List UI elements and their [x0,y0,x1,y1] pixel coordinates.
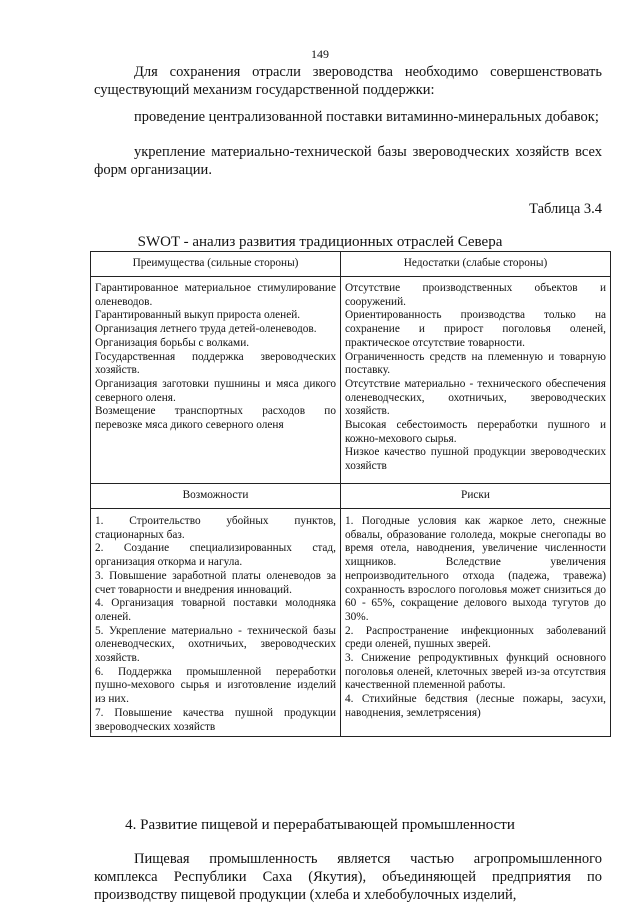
swot-row-strengths-weaknesses [91,277,611,484]
weakness-item: Ограниченность средств на племенную и товарную поставку. [345,350,606,377]
weakness-item: Отсутствие материально - технического обеспечения оленеводческих, охотничьих, звероводческих хозяйств. [345,377,606,418]
opportunities-header: Возможности [91,484,341,509]
weakness-item: Высокая себестоимость переработки пушного и кожно-мехового сырья. [345,419,606,445]
weakness-item: Низкое качество пушной продукции звероводческих хозяйств [345,446,606,473]
table-caption: Таблица 3.4 [529,201,602,217]
threats-cell [341,509,611,737]
opportunity-item: 5. Укрепление материально - технической базы оленеводческих, охотничьих, звероводческих хозяйств. [95,624,336,665]
threat-item: 2. Распространение инфекционных заболеваний среди оленей, пушных зверей. [345,624,606,651]
strength-item: Государственная поддержка звероводческих хозяйств. [95,350,336,377]
swot-header-row-top [91,252,611,277]
intro-paragraph-1: Для сохранения отрасли звероводства необходимо совершенствовать существующий механизм государственной поддержки: [94,64,602,98]
weakness-item: Ориентированность производства только на сохранение и прирост поголовья оленей, практическое отсутствие товарности. [345,309,606,349]
threat-item: 3. Снижение репродуктивных функций основного поголовья оленей, клеточных зверей из-за отсутствия качественной племенной работы. [345,652,606,692]
weakness-item: Отсутствие производственных объектов и сооружений. [345,282,606,308]
table-title: SWOT - анализ развития традиционных отраслей Севера [137,234,503,250]
section-heading: 4. Развитие пищевой и перерабатывающей промышленности [125,817,515,833]
opportunities-cell [91,509,341,737]
opportunity-item: 7. Повышение качества пушной продукции звероводческих хозяйств [95,706,336,733]
opportunity-item: 4. Организация товарной поставки молодняка оленей. [95,597,336,623]
weaknesses-header: Недостатки (слабые стороны) [341,252,611,277]
strength-item: Гарантированное материальное стимулирование оленеводов. [95,282,336,308]
swot-row-opportunities-threats [91,509,611,737]
strength-item: Возмещение транспортных расходов по перевозке мяса дикого северного оленя [95,405,336,432]
opportunity-item: 3. Повышение заработной платы оленеводов за счет товарности и внедрения инноваций. [95,569,336,596]
threats-header: Риски [341,484,611,509]
closing-paragraph: Пищевая промышленность является частью агропромышленного комплекса Республики Саха (Якутия), объединяющей предприятия по производству пищевой продукции (хлеба и хлебобулочных изделий, [94,851,602,903]
strengths-cell [91,277,341,484]
strengths-header: Преимущества (сильные стороны) [91,252,341,277]
strength-item: Организация заготовки пушнины и мяса дикого северного оленя. [95,377,336,404]
opportunity-item: 6. Поддержка промышленной переработки пушно-мехового сырья и изготовление изделий из них. [95,665,336,706]
strength-item: Организация летнего труда детей-оленеводов. [95,323,317,336]
page-number: 149 [311,47,329,61]
strength-item: Организация борьбы с волками. [95,336,250,349]
intro-paragraph-2: проведение централизованной поставки витаминно-минеральных добавок; [134,109,599,125]
threat-item: 4. Стихийные бедствия (лесные пожары, засухи, наводнения, землетрясения) [345,693,606,719]
swot-header-row-bottom [91,484,611,509]
threat-item: 1. Погодные условия как жаркое лето, снежные обвалы, образование гололеда, мокрые снегопады во время отела, наводнения, увеличение численности хищников. Вследствие увеличения непроизводительного отхода (падежа, травежа) сохранность взрослого поголовья может снизиться до 60 - 65%, сокращение делового выхода тугутов до 30%. [345,515,606,623]
opportunity-item: 1. Строительство убойных пунктов, стационарных баз. [95,515,336,541]
strength-item: Гарантированный выкуп прироста оленей. [95,309,301,322]
intro-paragraph-3: укрепление материально-технической базы звероводческих хозяйств всех форм организации. [94,144,602,178]
weaknesses-cell [341,277,611,484]
opportunity-item: 2. Создание специализированных стад, организация откорма и нагула. [95,542,336,569]
swot-table [90,251,611,737]
